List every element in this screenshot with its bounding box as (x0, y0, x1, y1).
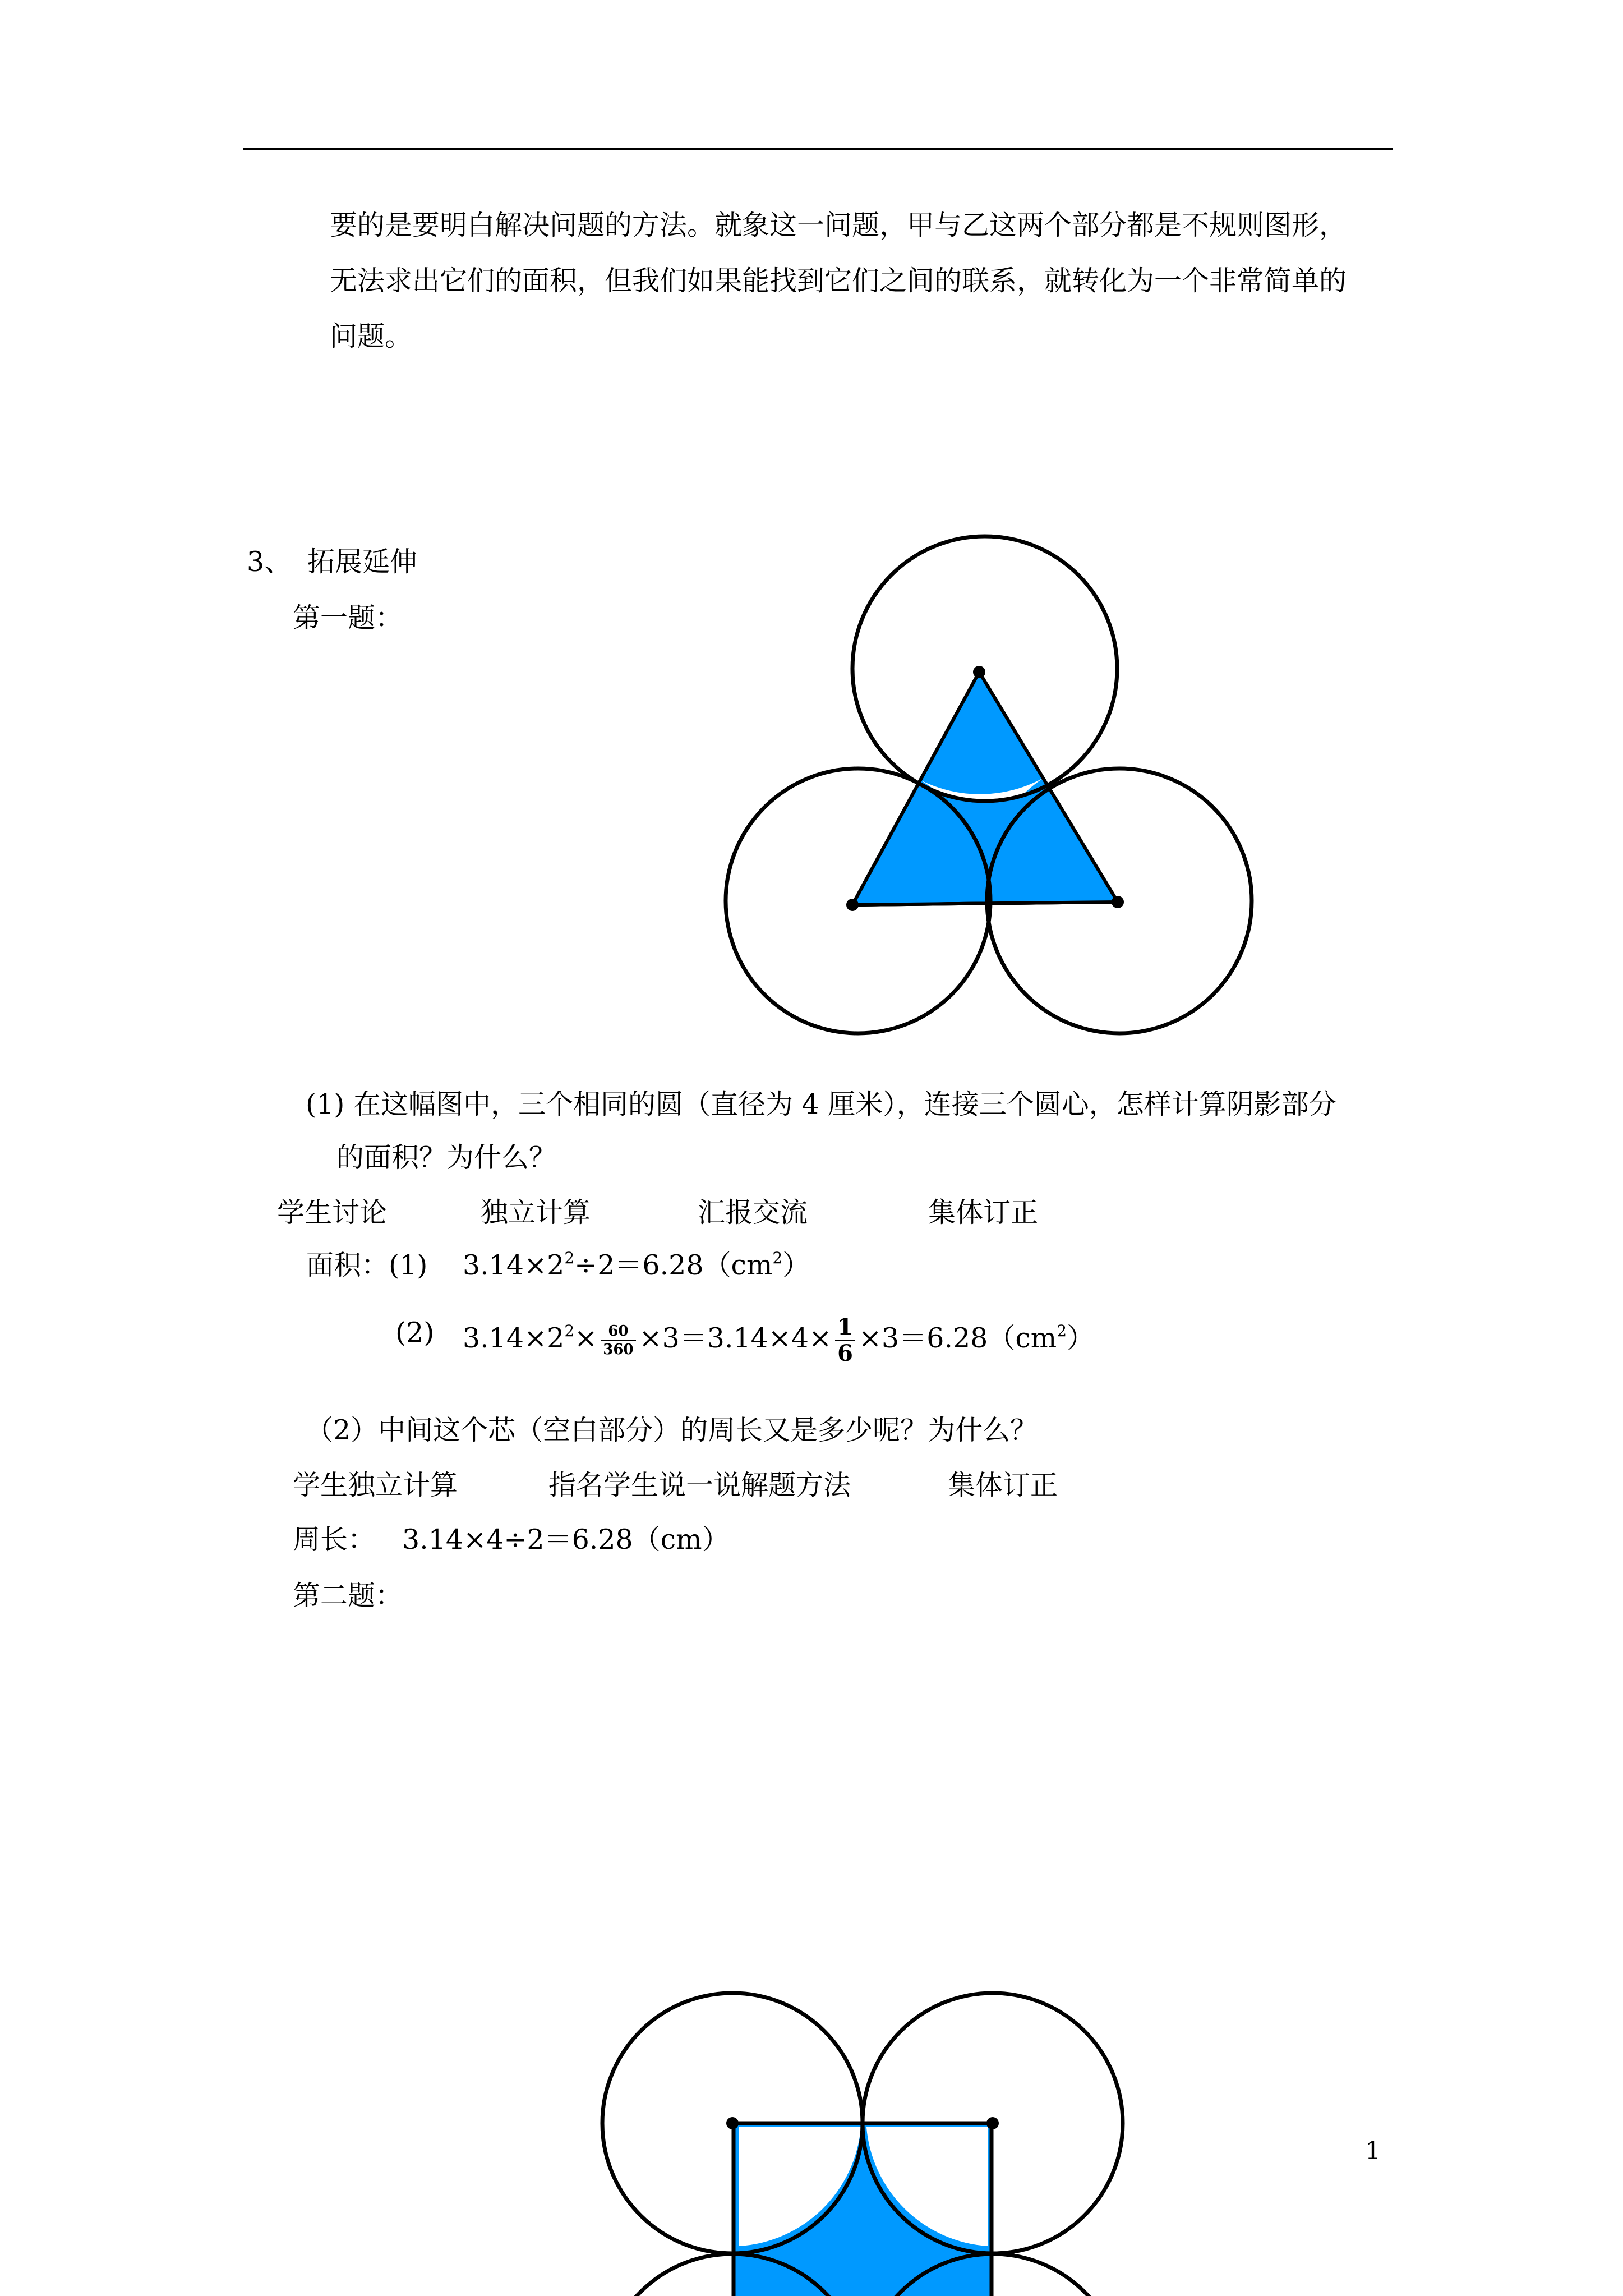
area-solution-1: $3.14\times 2^2\div 2=6.28(cm^2)$ (463, 1249, 810, 1281)
q1-part2: （2）中间这个芯（空白部分）的周长又是多少呢？为什么？ (306, 1414, 1038, 1446)
step2-compute: 学生独立计算 (293, 1469, 458, 1501)
fraction-60-360: $\frac{60}{360}$ (601, 1324, 635, 1357)
step2-explain: 指名学生说一说解题方法 (548, 1469, 851, 1501)
center-dot-2-tr (986, 2117, 999, 2129)
step-discuss: 学生讨论 (277, 1197, 388, 1228)
area-solution-2: $3.14\times 2^2\times$ $\frac{60}{360}$ ×3＝3.14×4× $\frac{1}{6}$ $\times 3=6.28(cm^2)$ (463, 1314, 1095, 1366)
section-title: 拓展延伸 (307, 546, 418, 578)
center-dot-top (973, 666, 985, 678)
center-dot-left (846, 899, 859, 911)
q1-part1-line2: 的面积？为什么？ (336, 1142, 557, 1174)
page-number: 1 (1365, 2137, 1381, 2165)
center-dot-2-tl (726, 2117, 739, 2129)
intro-line-2: 无法求出它们的面积，但我们如果能找到它们之间的联系，就转化为一个非常简单的 (330, 265, 1347, 297)
area-label: 面积：(1) (306, 1249, 428, 1281)
step2-correct: 集体订正 (948, 1469, 1058, 1501)
area-solution-2-label: (2) (395, 1317, 435, 1349)
center-dot-right (1112, 896, 1124, 908)
question-1-label: 第一题： (293, 602, 403, 634)
q1-part1-line1: (1) 在这幅图中，三个相同的圆（直径为 4 厘米），连接三个圆心，怎样计算阴影部分 (306, 1088, 1336, 1120)
question-2-label: 第二题： (293, 1580, 403, 1612)
perimeter-label: 周长： (293, 1524, 376, 1556)
step-compute: 独立计算 (481, 1197, 591, 1228)
fraction-1-6: $\frac{1}{6}$ (835, 1316, 855, 1365)
shade-sector-top (920, 672, 1044, 794)
step-report: 汇报交流 (698, 1197, 808, 1228)
figure-four-circles (602, 1993, 1123, 2296)
perimeter-solution: 3.14×4÷2＝6.28（cm） (402, 1524, 730, 1556)
intro-line-1: 要的是要明白解决问题的方法。就象这一问题，甲与乙这两个部分都是不规则图形， (330, 209, 1347, 241)
step-correct: 集体订正 (928, 1197, 1039, 1228)
intro-line-3: 问题。 (330, 320, 413, 352)
section-number: 3、 (247, 546, 292, 578)
